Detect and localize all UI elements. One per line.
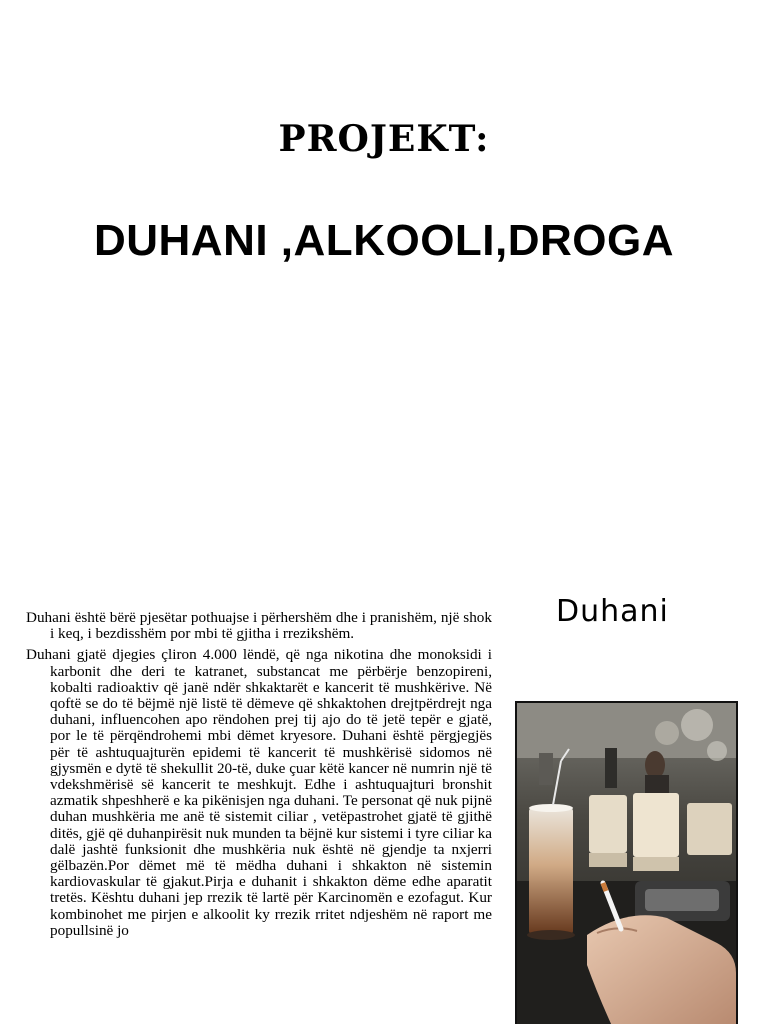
paragraph-main: Duhani gjatë djegies çliron 4.000 lëndë, që nga nikotina dhe monoksidi i karbonit dhe deri te katranet, substancat me përbërje benzopireni, kobalti radioaktiv që janë ndër shkaktarët e kancerit të mushkërive. Në qoftë se do të bëjmë një listë të dëmeve që shkaktohen drejtpërdrejt nga duhani, influencohen apo rëndohen prej tij ajo do të jetë tepër e gjatë, por le të përqëndrohemi mbi dëmet kryesore. Duhani është përgjegjës për të ashtuquajturën epidemi të kancerit të mushkërisë sidomos në gjysmën e dytë të shekullit 20-të, duke çuar këtë kancer në numrin një të vdekshmërisë së kancerit te meshkujt. Edhe i ashtuquajturi bronshit azmatik shpeshherë e ka pikënisjen nga duhani. Te personat që nuk pijnë duhan mushkëria me anë të sistemit ciliar , vetëpastrohet gjatë të gjithë ditës, gjë që duhanpirësit nuk munden ta bëjnë kur sistemi i tyre ciliar ka dalë jashtë funksionit dhe mushkëria nuk është në gjendje ta nxjerri gëlbazën.Por dëmet më të mëdha duhani i shkakton në sistemin kardiovaskular të gjakut.Pirja e duhanit i shkakton dëme edhe aparatit tretës. Kështu duhani jep rrezik të lartë për Karcinomën e ezofagut. Kur kombinohet me pirjen e alkoolit ky rrezik rritet ndjeshëm në raport me popullsinë jo: [26, 646, 492, 939]
photo-cafe-drink-cigarette-icon: [517, 703, 736, 1024]
page-subtitle: DUHANI ,ALKOOLI,DROGA: [93, 216, 675, 265]
paragraph-intro: Duhani është bërë pjesëtar pothuajse i përhershëm dhe i pranishëm, një shok i keq, i bezdisshëm por mbi të gjitha i rrezikshëm.: [26, 610, 492, 643]
cafe-photo: [515, 701, 738, 1024]
body-text: [26, 610, 492, 1024]
section-heading: Duhani: [556, 594, 669, 629]
page-title: PROJEKT:: [278, 118, 490, 160]
